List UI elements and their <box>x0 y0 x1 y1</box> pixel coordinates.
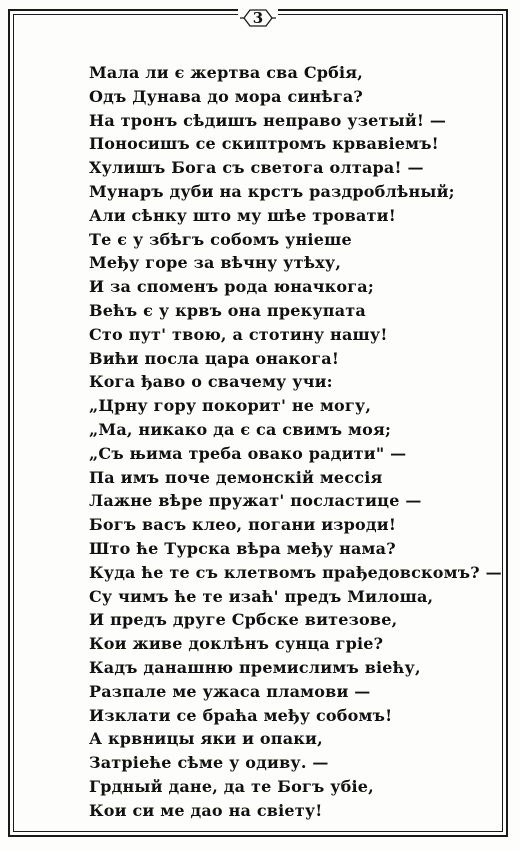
verse-line: Кои си ме дао на свіету! <box>89 800 323 820</box>
verse-line: А крвницы яки и опаки, <box>89 729 323 749</box>
verse-line: Одъ Дунава до мора синѣга? <box>89 86 363 106</box>
verse-line: „Црну гору покорит' не могу, <box>89 396 372 416</box>
page-number: 3 <box>252 9 264 27</box>
verse-line: Куда ће те съ клетвомъ прађедовскомъ? — <box>89 562 502 582</box>
verse-line: Поносишъ се скиптромъ крвавіемъ! <box>89 134 439 154</box>
verse-line: Разпале ме ужаса пламови — <box>89 681 371 701</box>
verse-line: Мунаръ дуби на крстъ раздроблѣный; <box>89 181 455 201</box>
verse-line: Мала ли є жертва сва Србія, <box>89 63 364 82</box>
verse-line: Међу горе за вѣчну утѣху, <box>89 253 342 273</box>
verse-line: На тронъ сѣдишъ неправо узетый! — <box>89 110 447 130</box>
verse-line: „Съ њима треба овако радити" — <box>89 443 407 463</box>
verse-line: Вићи посла цара онакога! <box>89 348 340 368</box>
verse-line: И предъ друге Србске витезове, <box>89 610 398 630</box>
poem-text <box>89 61 502 823</box>
verse-line: Лажне вѣре пружат' посластице — <box>89 491 422 511</box>
page-number-ornament <box>238 4 278 32</box>
verse-line: Што ће Турска вѣра међу нама? <box>89 538 396 558</box>
verse-line: Па имъ поче демонскій мессія <box>89 467 383 487</box>
verse-line: Већъ є у крвъ она прекупата <box>89 300 366 320</box>
verse-line: Те є у збѣгъ собомъ уніеше <box>89 229 352 249</box>
verse-line: И за споменъ рода юначкога; <box>89 277 374 297</box>
verse-line: Али сѣнку што му шѣе тровати! <box>89 205 396 225</box>
verse-line: Хулишъ Бога съ светога олтара! — <box>89 158 424 178</box>
verse-line: Затріеће сѣме у одиву. — <box>89 753 329 773</box>
verse-line: Кои живе доклѣнъ сунца гріе? <box>89 634 384 654</box>
verse-line: Грдный дане, да те Богъ убіе, <box>89 776 374 796</box>
verse-line: Сто пут' твою, а стотину нашу! <box>89 324 388 344</box>
verse-line: Кадъ данашню премислимъ віећу, <box>89 657 421 677</box>
verse-line: „Ма, никако да є са свимъ моя; <box>89 419 392 439</box>
verse-line: Изклати се браћа међу собомъ! <box>89 705 393 725</box>
verse-line: Кога ђаво о свачему учи: <box>89 372 333 392</box>
verse-line: Су чимъ ће те изаћ' предъ Милоша, <box>89 586 434 606</box>
verse-line: Богъ васъ клео, погани изроди! <box>89 515 397 535</box>
